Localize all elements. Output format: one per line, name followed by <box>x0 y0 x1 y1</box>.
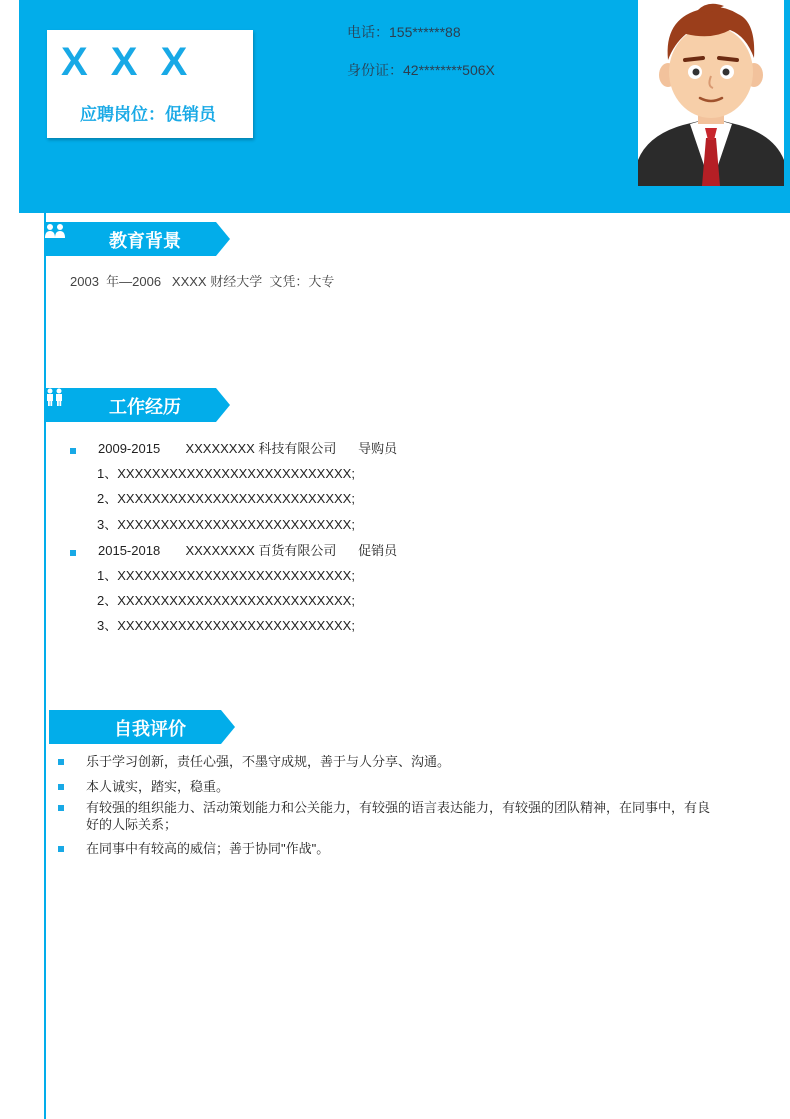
job-item: 1、XXXXXXXXXXXXXXXXXXXXXXXXXXX; <box>97 466 355 481</box>
self-eval-text: 乐于学习创新，责任心强，不墨守成规，善于与人分享、沟通。 <box>86 754 451 769</box>
job-heading-text: 2015-2018 XXXXXXXX 百货有限公司 促销员 <box>98 543 398 558</box>
avatar-illustration <box>638 0 784 186</box>
job-item: 3、XXXXXXXXXXXXXXXXXXXXXXXXXXX; <box>97 517 355 532</box>
section-header-self-eval <box>49 710 235 744</box>
job-item: 1、XXXXXXXXXXXXXXXXXXXXXXXXXXX; <box>97 568 355 583</box>
team-icon <box>44 388 66 406</box>
education-entry: 2003 年—2006 XXXX 财经大学 文凭：大专 <box>70 274 335 289</box>
candidate-name: X X X <box>61 40 194 84</box>
bullet-icon <box>58 805 64 811</box>
people-icon <box>44 222 66 240</box>
job-item: 2、XXXXXXXXXXXXXXXXXXXXXXXXXXX; <box>97 593 355 608</box>
bullet-icon <box>58 759 64 765</box>
timeline-line <box>44 213 46 1119</box>
job-heading-text: 2009-2015 XXXXXXXX 科技有限公司 导购员 <box>98 441 398 456</box>
avatar <box>638 0 784 186</box>
name-card <box>47 30 253 138</box>
self-eval-text: 在同事中有较高的威信；善于协同"作战"。 <box>86 841 330 856</box>
self-eval-text: 有较强的组织能力、活动策划能力和公关能力，有较强的语言表达能力，有较强的团队精神，在同事中，有良好的人际关系； <box>86 800 711 832</box>
id-card-text: 身份证：42********506X <box>347 62 495 78</box>
section-title: 教育背景 <box>109 231 181 251</box>
job-item: 3、XXXXXXXXXXXXXXXXXXXXXXXXXXX; <box>97 618 355 633</box>
position-label: 应聘岗位：促销员 <box>80 105 216 124</box>
job-item: 2、XXXXXXXXXXXXXXXXXXXXXXXXXXX; <box>97 491 355 506</box>
bullet-icon <box>58 784 64 790</box>
section-title: 自我评价 <box>114 719 186 739</box>
section-title: 工作经历 <box>109 397 181 417</box>
bullet-icon <box>58 846 64 852</box>
phone-text: 电话：155******88 <box>347 24 461 40</box>
section-header-education <box>44 222 230 256</box>
bullet-icon <box>70 448 76 454</box>
self-eval-text: 本人诚实，踏实，稳重。 <box>86 779 230 794</box>
section-header-work <box>44 388 230 422</box>
bullet-icon <box>70 550 76 556</box>
